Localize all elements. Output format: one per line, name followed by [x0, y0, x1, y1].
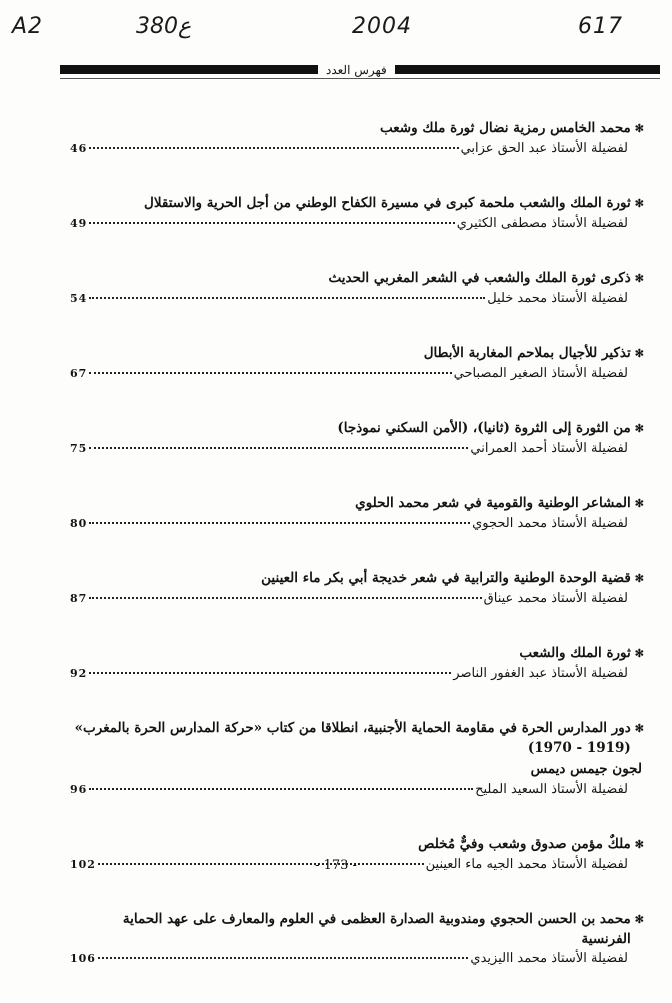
- asterisk-icon: ✻: [634, 197, 644, 210]
- entry-author-row: [70, 364, 628, 384]
- entry-title-row: [70, 493, 644, 514]
- entry-author: لفضيلة الأستاذ محمد االيزيدي: [470, 951, 628, 966]
- entry-author-row: [70, 664, 628, 684]
- entry-author: لفضيلة الأستاذ محمد الحجوي: [472, 516, 628, 531]
- entry-title-row: [70, 909, 644, 949]
- dot-leader: [98, 957, 468, 959]
- handwritten-a2: A2: [12, 14, 44, 39]
- entry-author: لفضيلة الأستاذ محمد عيناق: [483, 591, 628, 606]
- asterisk-icon: ✻: [634, 647, 644, 660]
- toc-entry: [70, 418, 644, 459]
- dot-leader: [89, 222, 454, 224]
- entry-author-row: [70, 439, 628, 459]
- toc-entry: [70, 193, 644, 234]
- asterisk-icon: ✻: [634, 913, 644, 926]
- entry-page-number: 102: [70, 858, 96, 871]
- entry-title: تذكير للأجيال بملاحم المغاربة الأبطال: [423, 345, 631, 361]
- entry-author: لفضيلة الأستاذ محمد خليل: [487, 291, 628, 306]
- toc-entry: [70, 568, 644, 609]
- asterisk-icon: ✻: [634, 722, 644, 735]
- entry-author: لفضيلة الأستاذ الصغير المصباحي: [453, 366, 628, 381]
- entry-page-number: 80: [70, 517, 88, 530]
- entry-author-row: [70, 589, 628, 609]
- entry-title-row: [70, 193, 644, 214]
- page-number: - 173 -: [315, 858, 357, 873]
- asterisk-icon: ✻: [634, 838, 644, 851]
- dot-leader: [89, 147, 458, 149]
- toc-entry: [70, 493, 644, 534]
- entry-page-number: 54: [70, 292, 88, 305]
- entry-title: قضية الوحدة الوطنية والترابية في شعر خديجة أبي بكر ماء العينين: [261, 570, 631, 586]
- entry-title: ثورة الملك والشعب: [519, 645, 631, 661]
- entry-title: ذكرى ثورة الملك والشعب في الشعر المغربي الحديث: [328, 270, 631, 286]
- entry-author: لفضيلة الأستاذ عبد الحق عزابي: [460, 141, 628, 156]
- entry-author: لفضيلة الأستاذ عبد الغفور الناصر: [453, 666, 628, 681]
- entry-title: من الثورة إلى الثروة (ثانيا)، (الأمن السكني نموذجا): [337, 420, 631, 436]
- entry-page-number: 96: [70, 783, 88, 796]
- entry-title-row: [70, 568, 644, 589]
- dot-leader: [89, 372, 451, 374]
- entry-title-row: [70, 268, 644, 289]
- handwritten-year: 2004: [352, 14, 412, 39]
- entry-author-row: [70, 514, 628, 534]
- entry-title-row: [70, 118, 644, 139]
- entry-author-row: [70, 949, 628, 969]
- toc-entry: [70, 118, 644, 159]
- entry-page-number: 49: [70, 217, 88, 230]
- entry-page-number: 75: [70, 442, 88, 455]
- dot-leader: [89, 788, 473, 790]
- entry-author-row: [70, 780, 628, 800]
- toc-entry: [70, 268, 644, 309]
- dot-leader: [89, 447, 468, 449]
- handwritten-page: 617: [578, 14, 623, 39]
- entry-author-row: [70, 214, 628, 234]
- entry-page-number: 92: [70, 667, 88, 680]
- entry-page-number: 106: [70, 952, 96, 965]
- entry-author: لفضيلة الأستاذ أحمد العمراني: [470, 441, 628, 456]
- asterisk-icon: ✻: [634, 122, 644, 135]
- entry-title: دور المدارس الحرة في مقاومة الحماية الأجنبية، انطلاقا من كتاب «حركة المدارس الحرة بالمغرب» (1919 - 1970): [74, 720, 631, 756]
- entry-author-row: [70, 139, 628, 159]
- entry-page-number: 87: [70, 592, 88, 605]
- page-title: فهرس العدد: [318, 62, 395, 78]
- asterisk-icon: ✻: [634, 272, 644, 285]
- dot-leader: [89, 672, 451, 674]
- handwritten-number: 380ع: [136, 14, 192, 39]
- entry-title-row: [70, 418, 644, 439]
- entry-title: ملكٌ مؤمن صدوق وشعب وفيٌّ مُخلص: [418, 836, 631, 852]
- entry-title-row: [70, 718, 644, 758]
- entry-author: لفضيلة الأستاذ السعيد المليح: [475, 782, 628, 797]
- entry-title-row: [70, 834, 644, 855]
- entry-title-row: [70, 343, 644, 364]
- dot-leader: [89, 297, 485, 299]
- entry-page-number: 46: [70, 142, 88, 155]
- entry-author-row: [70, 289, 628, 309]
- entry-title: المشاعر الوطنية والقومية في شعر محمد الحلوي: [355, 495, 631, 511]
- toc-entry: [70, 343, 644, 384]
- entry-author: لفضيلة الأستاذ محمد الجيه ماء العينين: [425, 857, 628, 872]
- entry-title-row: [70, 643, 644, 664]
- header-rule: [60, 78, 660, 79]
- asterisk-icon: ✻: [634, 497, 644, 510]
- asterisk-icon: ✻: [634, 422, 644, 435]
- asterisk-icon: ✻: [634, 572, 644, 585]
- entry-title: محمد الخامس رمزية نضال ثورة ملك وشعب: [380, 120, 631, 136]
- entry-author: لفضيلة الأستاذ مصطفى الكثيري: [456, 216, 628, 231]
- toc-entry: [70, 718, 644, 800]
- asterisk-icon: ✻: [634, 347, 644, 360]
- entry-title: ثورة الملك والشعب ملحمة كبرى في مسيرة الكفاح الوطني من أجل الحرية والاستقلال: [144, 195, 631, 211]
- toc-entry: [70, 643, 644, 684]
- entry-title: محمد بن الحسن الحجوي ومندوبية الصدارة العظمى في العلوم والمعارف على عهد الحماية الفرنسية: [122, 911, 631, 947]
- dot-leader: [89, 597, 481, 599]
- toc-entry: [70, 909, 644, 969]
- entry-page-number: 67: [70, 367, 88, 380]
- dot-leader: [89, 522, 470, 524]
- entry-subtitle: لجون جيمس ديمس: [530, 761, 642, 777]
